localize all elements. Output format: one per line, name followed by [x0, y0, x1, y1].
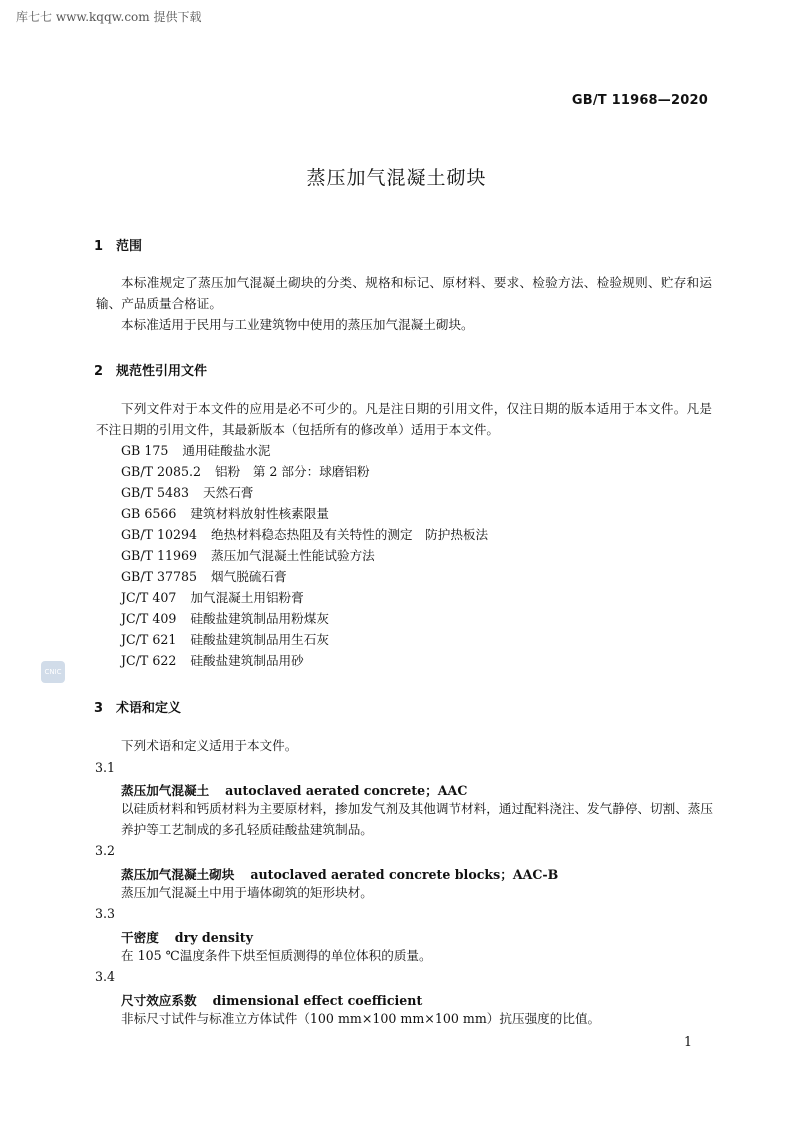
- reference-title: 蒸压加气混凝土性能试验方法: [211, 548, 375, 563]
- reference-item: [121, 630, 329, 651]
- reference-item: [121, 462, 370, 483]
- term-definition: 在 105 ℃温度条件下烘至恒质测得的单位体积的质量。: [121, 948, 432, 963]
- section-1-heading: [94, 235, 142, 254]
- reference-code: GB 6566: [121, 506, 177, 521]
- reference-item: [121, 651, 304, 672]
- reference-title: 硅酸盐建筑制品用生石灰: [190, 632, 329, 647]
- section-number: 1: [94, 239, 104, 254]
- term-heading: [121, 927, 253, 946]
- reference-code: GB/T 5483: [121, 485, 190, 500]
- reference-code: GB/T 2085.2: [121, 464, 202, 479]
- term-zh: 干密度: [121, 930, 159, 945]
- reference-title: 硅酸盐建筑制品用砂: [190, 653, 304, 668]
- reference-code: GB/T 11969: [121, 548, 198, 563]
- reference-code: GB/T 10294: [121, 527, 198, 542]
- reference-item: [121, 546, 375, 567]
- section-title: 术语和定义: [116, 701, 182, 716]
- reference-code: JC/T 622: [121, 653, 177, 668]
- section-title: 规范性引用文件: [116, 364, 208, 379]
- reference-item: [121, 504, 329, 525]
- download-watermark: 库七七 www.kqqw.com 提供下载: [16, 10, 202, 24]
- terms-intro: 下列术语和定义适用于本文件。: [121, 738, 298, 753]
- term-zh: 蒸压加气混凝土: [121, 783, 210, 798]
- reference-code: JC/T 409: [121, 611, 177, 626]
- term-definition: 蒸压加气混凝土中用于墙体砌筑的矩形块材。: [121, 885, 373, 900]
- term-en: autoclaved aerated concrete blocks；AAC-B: [250, 867, 559, 882]
- term-number: 3.4: [95, 969, 116, 984]
- page-number: 1: [683, 1034, 692, 1049]
- document-title: 蒸压加气混凝土砌块: [306, 167, 487, 189]
- term-zh: 尺寸效应系数: [121, 993, 197, 1008]
- reference-item: [121, 441, 271, 462]
- reference-code: GB 175: [121, 443, 169, 458]
- term-en: dimensional effect coefficient: [212, 993, 423, 1008]
- section-title: 范围: [116, 239, 143, 254]
- term-definition: 以硅质材料和钙质材料为主要原材料，掺加发气剂及其他调节材料，通过配料浇注、发气静停、切割、蒸压养护等工艺制成的多孔轻质硅酸盐建筑制品。: [121, 801, 713, 837]
- reference-title: 建筑材料放射性核素限量: [190, 506, 329, 521]
- reference-title: 通用硅酸盐水泥: [182, 443, 271, 458]
- term-zh: 蒸压加气混凝土砌块: [121, 867, 235, 882]
- reference-code: GB/T 37785: [121, 569, 198, 584]
- cnic-stamp-logo: CNIC: [41, 661, 65, 683]
- reference-code: JC/T 407: [121, 590, 177, 605]
- reference-title: 天然石膏: [203, 485, 254, 500]
- section-3-heading: [94, 697, 181, 716]
- term-definition: 非标尺寸试件与标准立方体试件（100 mm×100 mm×100 mm）抗压强度的比值。: [121, 1011, 601, 1026]
- reference-item: [121, 567, 287, 588]
- standard-number: GB/T 11968—2020: [571, 93, 708, 108]
- reference-item: [121, 483, 253, 504]
- term-number: 3.1: [95, 760, 116, 775]
- term-heading: [121, 990, 422, 1009]
- scope-paragraph-2: 本标准适用于民用与工业建筑物中使用的蒸压加气混凝土砌块。: [121, 317, 474, 332]
- reference-title: 铝粉 第 2 部分：球磨铝粉: [215, 464, 370, 479]
- section-2-heading: [94, 360, 207, 379]
- term-number: 3.3: [95, 906, 116, 921]
- reference-item: [121, 609, 329, 630]
- term-heading: [121, 780, 467, 799]
- scope-paragraph-1: 本标准规定了蒸压加气混凝土砌块的分类、规格和标记、原材料、要求、检验方法、检验规则、贮存和运输、产品质量合格证。: [96, 275, 712, 311]
- term-en: dry density: [174, 930, 253, 945]
- term-en: autoclaved aerated concrete；AAC: [225, 783, 468, 798]
- term-heading: [121, 864, 558, 883]
- reference-title: 加气混凝土用铝粉膏: [190, 590, 304, 605]
- reference-item: [121, 588, 304, 609]
- section-number: 2: [94, 364, 104, 379]
- section-number: 3: [94, 701, 104, 716]
- reference-title: 绝热材料稳态热阻及有关特性的测定 防护热板法: [211, 527, 489, 542]
- term-number: 3.2: [95, 843, 116, 858]
- reference-title: 硅酸盐建筑制品用粉煤灰: [190, 611, 329, 626]
- reference-title: 烟气脱硫石膏: [211, 569, 287, 584]
- reference-item: [121, 525, 488, 546]
- references-intro: 下列文件对于本文件的应用是必不可少的。凡是注日期的引用文件，仅注日期的版本适用于本文件。凡是不注日期的引用文件，其最新版本（包括所有的修改单）适用于本文件。: [96, 401, 712, 437]
- reference-code: JC/T 621: [121, 632, 177, 647]
